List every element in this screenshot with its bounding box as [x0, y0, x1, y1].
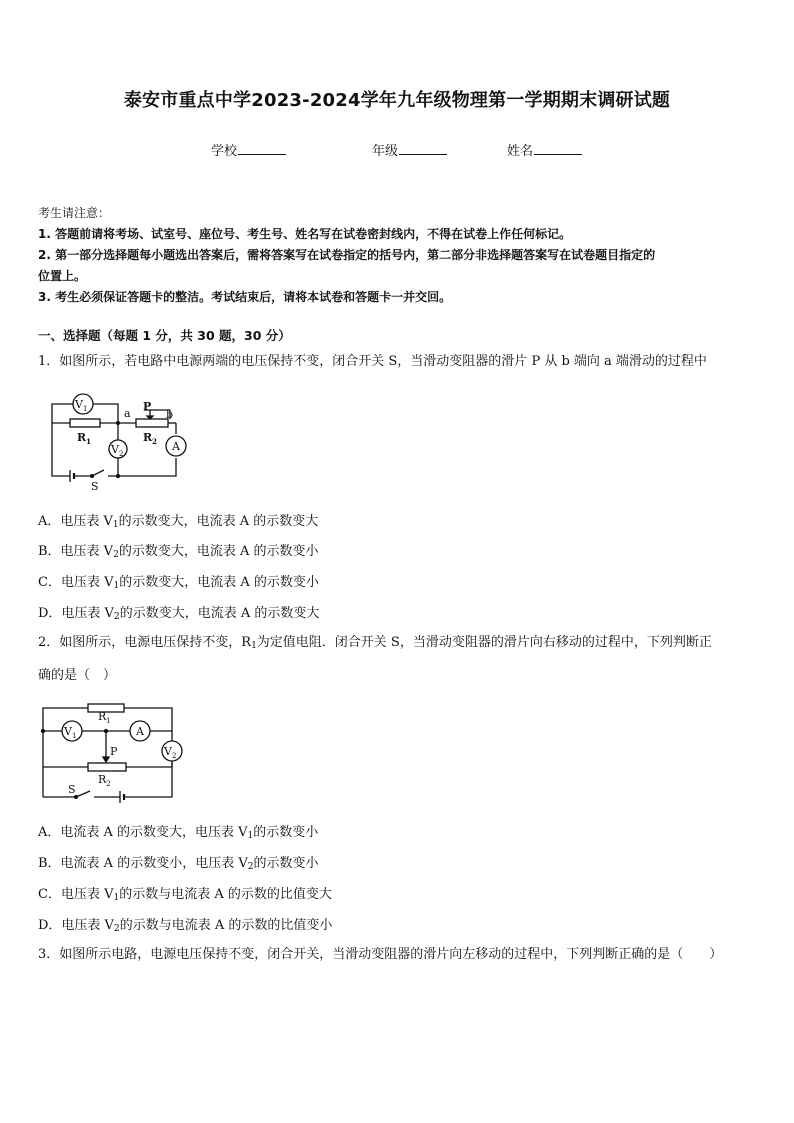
- name-field: [507, 140, 582, 159]
- q1-v1-label: $V_1$: [75, 398, 88, 413]
- q1-switch-label: S: [91, 480, 99, 490]
- notice-item: 3. 考生必须保证答题卡的整洁。考试结束后，请将本试卷和答题卡一并交回。: [38, 290, 452, 304]
- q1-r2-label: $R_2$: [143, 431, 158, 446]
- question-2-option-b[interactable]: B．电流表 A 的示数变小，电压表 $V_2$的示数变小: [38, 856, 319, 872]
- grade-blank[interactable]: [399, 141, 447, 155]
- notice-item: 1. 答题前请将考场、试室号、座位号、考生号、姓名写在试卷密封线内，不得在试卷上作任何标记。: [38, 227, 572, 241]
- question-2-option-c[interactable]: C．电压表 $V_1$的示数与电流表 A 的示数的比值变大: [38, 887, 332, 903]
- q1-terminal-b-label: b: [166, 408, 174, 421]
- name-blank[interactable]: [534, 141, 582, 155]
- question-1-option-d[interactable]: D．电压表 $V_2$的示数变大，电流表 A 的示数变大: [38, 606, 320, 622]
- q1-terminal-a-label: a: [124, 407, 131, 420]
- notice-heading: 考生请注意：: [38, 206, 111, 220]
- name-label: 姓名: [507, 144, 534, 159]
- section-title: 一、选择题（每题 1 分，共 30 题，30 分）: [38, 328, 291, 343]
- exam-title: 泰安市重点中学2023-2024学年九年级物理第一学期期末调研试题: [123, 90, 671, 111]
- q2-r1-label: $R_1$: [98, 710, 111, 725]
- q1-r1-label: $R_1$: [77, 431, 92, 446]
- notice-item: 位置上。: [38, 269, 87, 283]
- grade-label: 年级: [372, 144, 399, 159]
- exam-notice: [38, 203, 762, 308]
- question-1-stem: 1．如图所示，若电路中电源两端的电压保持不变，闭合开关 S，当滑动变阻器的滑片 P 从 b 端向 a 端滑动的过程中: [38, 354, 707, 369]
- q2-ammeter-label: A: [136, 725, 144, 738]
- q1-v2-label: $V_2$: [111, 443, 124, 458]
- q2-v2-label: $V_2$: [164, 745, 177, 760]
- q2-switch-label: S: [68, 783, 76, 796]
- question-1-option-c[interactable]: C．电压表 $V_1$的示数变大，电流表 A 的示数变小: [38, 575, 319, 591]
- q2-slider-p-label: P: [110, 745, 118, 758]
- q2-r2-label: $R_2$: [98, 773, 111, 788]
- grade-field: [372, 140, 447, 159]
- q1-ammeter-label: A: [172, 440, 180, 453]
- question-2-circuit-diagram: [38, 703, 188, 803]
- question-3-stem: 3．如图所示电路，电源电压保持不变，闭合开关，当滑动变阻器的滑片向左移动的过程中，下列判断正确的是（ ）: [38, 947, 723, 962]
- student-info-row: [0, 140, 794, 160]
- q2-v1-label: $V_1$: [64, 725, 77, 740]
- q1-slider-p-label: P: [143, 400, 152, 413]
- question-1-option-b[interactable]: B．电压表 $V_2$的示数变大，电流表 A 的示数变小: [38, 544, 319, 560]
- notice-item: 2. 第一部分选择题每小题选出答案后，需将答案写在试卷指定的括号内，第二部分非选择题答案写在试卷题目指定的: [38, 248, 656, 262]
- question-1-option-a[interactable]: A．电压表 $V_1$的示数变大，电流表 A 的示数变大: [38, 514, 319, 530]
- school-field: [211, 140, 286, 159]
- question-1-circuit-diagram: [40, 390, 200, 490]
- school-label: 学校: [211, 144, 238, 159]
- question-2-option-d[interactable]: D．电压表 $V_2$的示数与电流表 A 的示数的比值变小: [38, 918, 333, 934]
- school-blank[interactable]: [238, 141, 286, 155]
- question-2-stem: 2．如图所示，电源电压保持不变，$R_1$为定值电阻．闭合开关 S，当滑动变阻器的滑片向右移动的过程中，下列判断正 确的是（ ）: [38, 635, 712, 683]
- question-2-option-a[interactable]: A．电流表 A 的示数变大，电压表 $V_1$的示数变小: [38, 825, 319, 841]
